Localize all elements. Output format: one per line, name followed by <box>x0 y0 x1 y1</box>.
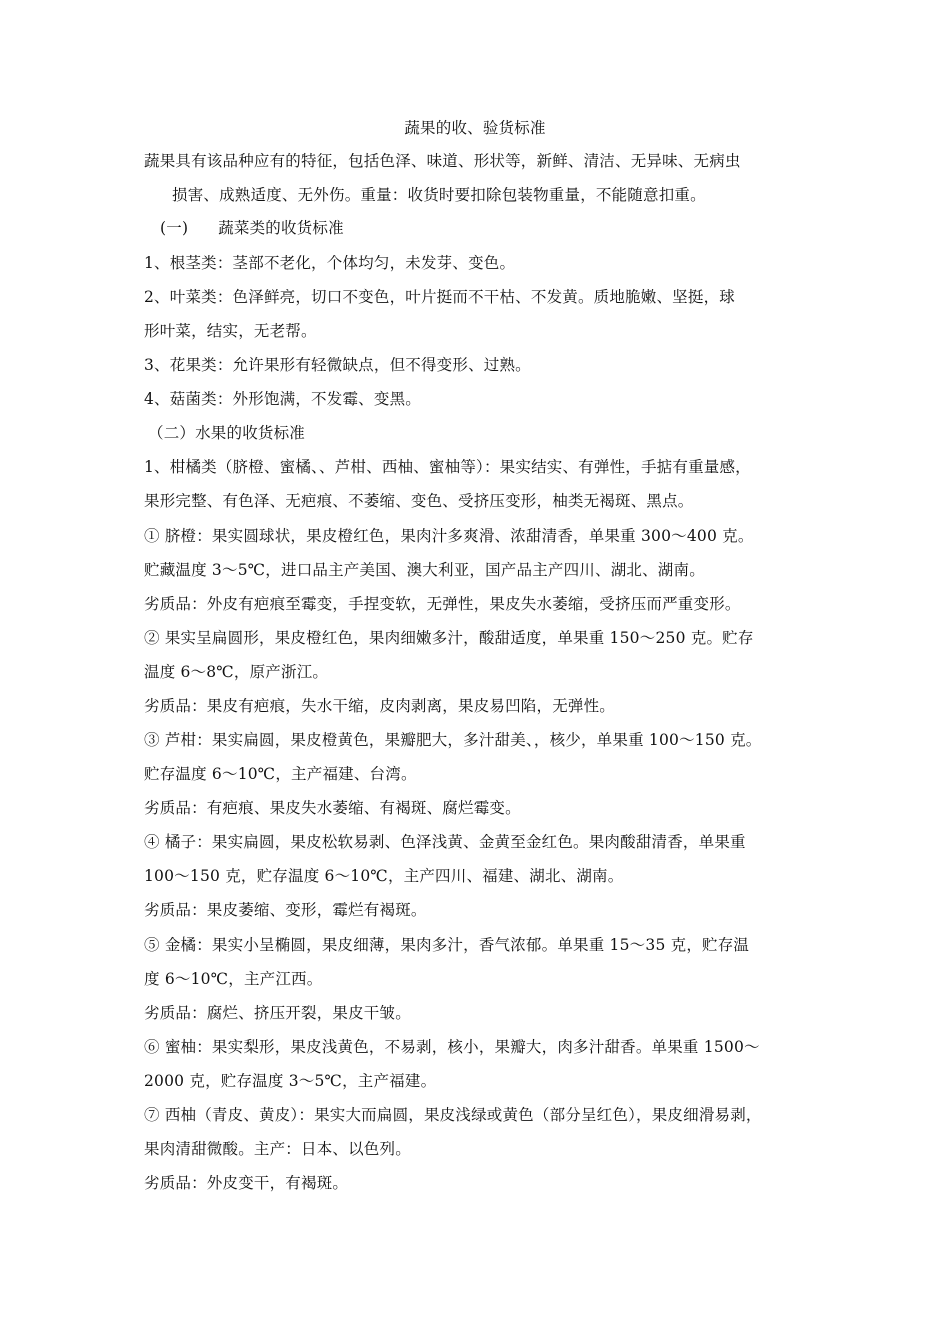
section-title: 蔬菜类的收货标准 <box>218 219 344 237</box>
paragraph-line: 劣质品：腐烂、挤压开裂，果皮干皱。 <box>144 1004 411 1022</box>
paragraph-line: 3、花果类：允许果形有轻微缺点，但不得变形、过熟。 <box>144 356 531 374</box>
paragraph-line: 劣质品：果皮有疤痕，失水干缩，皮肉剥离，果皮易凹陷，无弹性。 <box>144 697 616 715</box>
paragraph-line: 100～150 克，贮存温度 6～10℃，主产四川、福建、湖北、湖南。 <box>144 867 624 885</box>
section-heading-fruits: （二）水果的收货标准 <box>148 424 306 442</box>
document-title: 蔬果的收、验货标准 <box>404 119 546 137</box>
section-number: (一) <box>160 219 189 237</box>
paragraph-line: 2、叶菜类：色泽鲜亮，切口不变色，叶片挺而不干枯、不发黄。质地脆嫩、坚挺，球 <box>144 288 735 306</box>
paragraph-line: 温度 6～8℃，原产浙江。 <box>144 663 329 681</box>
paragraph-line: 贮藏温度 3～5℃，进口品主产美国、澳大利亚，国产品主产四川、湖北、湖南。 <box>144 561 705 579</box>
paragraph-line: 2000 克，贮存温度 3～5℃，主产福建。 <box>144 1072 437 1090</box>
paragraph-line: ⑤ 金橘：果实小呈椭圆，果皮细薄，果肉多汁，香气浓郁。单果重 15～35 克，贮存温 <box>144 936 750 954</box>
paragraph-line: 1、柑橘类（脐橙、蜜橘、、芦柑、西柚、蜜柚等）：果实结实、有弹性，手掂有重量感， <box>144 458 751 476</box>
paragraph-line: ① 脐橙：果实圆球状，果皮橙红色，果肉汁多爽滑、浓甜清香，单果重 300～400 克。 <box>144 527 754 545</box>
intro-line: 损害、成熟适度、无外伤。重量：收货时要扣除包装物重量，不能随意扣重。 <box>172 186 706 204</box>
paragraph-line: 4、菇菌类：外形饱满，不发霉、变黑。 <box>144 390 421 408</box>
paragraph-line: ④ 橘子：果实扁圆，果皮松软易剥、色泽浅黄、金黄至金红色。果肉酸甜清香，单果重 <box>144 833 746 851</box>
paragraph-line: 劣质品：外皮变干，有褐斑。 <box>144 1174 349 1192</box>
section-heading-vegetables <box>160 218 828 238</box>
paragraph-line: 度 6～10℃，主产江西。 <box>144 970 323 988</box>
paragraph-line: ② 果实呈扁圆形，果皮橙红色，果肉细嫩多汁，酸甜适度，单果重 150～250 克。贮存 <box>144 629 754 647</box>
paragraph-line: 果肉清甜微酸。主产：日本、以色列。 <box>144 1140 411 1158</box>
paragraph-line: ③ 芦柑：果实扁圆，果皮橙黄色，果瓣肥大，多汁甜美、，核少，单果重 100～150 克。 <box>144 731 762 749</box>
paragraph-line: 劣质品：有疤痕、果皮失水萎缩、有褐斑、腐烂霉变。 <box>144 799 521 817</box>
paragraph-line: ⑦ 西柚（青皮、黄皮）：果实大而扁圆，果皮浅绿或黄色（部分呈红色），果皮细滑易剥， <box>144 1106 762 1124</box>
paragraph-line: 贮存温度 6～10℃，主产福建、台湾。 <box>144 765 417 783</box>
paragraph-line: 形叶菜，结实，无老帮。 <box>144 322 317 340</box>
paragraph-line: 果形完整、有色泽、无疤痕、不萎缩、变色、受挤压变形，柚类无褐斑、黑点。 <box>144 492 694 510</box>
paragraph-line: 劣质品：果皮萎缩、变形，霉烂有褐斑。 <box>144 901 427 919</box>
paragraph-line: ⑥ 蜜柚：果实梨形，果皮浅黄色，不易剥，核小，果瓣大，肉多汁甜香。单果重 1500～ <box>144 1038 760 1056</box>
intro-line: 蔬果具有该品种应有的特征，包括色泽、味道、形状等，新鲜、清洁、无异味、无病虫 <box>144 152 741 170</box>
paragraph-line: 1、根茎类：茎部不老化，个体均匀，未发芽、变色。 <box>144 254 516 272</box>
paragraph-line: 劣质品：外皮有疤痕至霉变，手捏变软，无弹性，果皮失水萎缩，受挤压而严重变形。 <box>144 595 741 613</box>
